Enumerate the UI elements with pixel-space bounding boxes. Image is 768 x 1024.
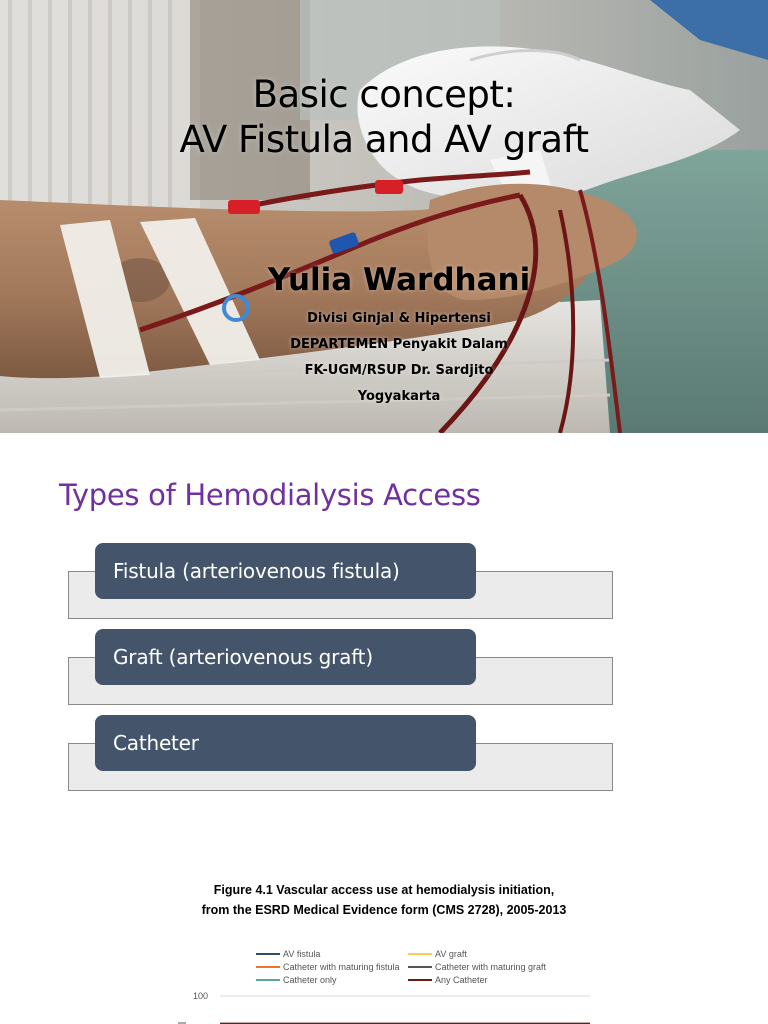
figure-caption-line-2: from the ESRD Medical Evidence form (CMS 2728), 2005-2013: [201, 903, 567, 917]
affiliation-line: DEPARTEMEN Penyakit Dalam: [290, 337, 508, 352]
legend-label: AV fistula: [283, 949, 321, 959]
affiliation-block: [0, 306, 768, 410]
author-name: Yulia Wardhani: [267, 262, 531, 298]
legend-label: Any Catheter: [435, 975, 488, 985]
figure-caption-line-1: Figure 4.1 Vascular access use at hemodialysis initiation,: [213, 883, 555, 897]
affiliation-line: Divisi Ginjal & Hipertensi: [307, 311, 491, 326]
slide-title-line-1: Basic concept:: [252, 73, 516, 116]
access-item-label: Fistula (arteriovenous fistula): [95, 543, 476, 599]
line-chart: [0, 853, 768, 1024]
legend-label: Catheter only: [283, 975, 337, 985]
slide-title: [0, 72, 768, 162]
access-types-slide: [0, 433, 768, 853]
y-tick-label: 100: [193, 991, 209, 1001]
access-item-graft: [68, 645, 613, 705]
legend-label: AV graft: [435, 949, 467, 959]
slide-title-line-2: AV Fistula and AV graft: [179, 118, 589, 161]
slide-heading: Types of Hemodialysis Access: [59, 478, 481, 512]
chart-slide: [0, 853, 768, 1024]
affiliation-line: FK-UGM/RSUP Dr. Sardjito: [304, 363, 494, 378]
legend-label: Catheter with maturing graft: [435, 962, 547, 972]
access-item-label: Catheter: [95, 715, 476, 771]
access-item-label: Graft (arteriovenous graft): [95, 629, 476, 685]
title-slide: [0, 0, 768, 433]
affiliation-line: Yogyakarta: [357, 389, 441, 404]
access-item-fistula: [68, 559, 613, 619]
access-item-catheter: [68, 731, 613, 791]
legend-label: Catheter with maturing fistula: [283, 962, 400, 972]
